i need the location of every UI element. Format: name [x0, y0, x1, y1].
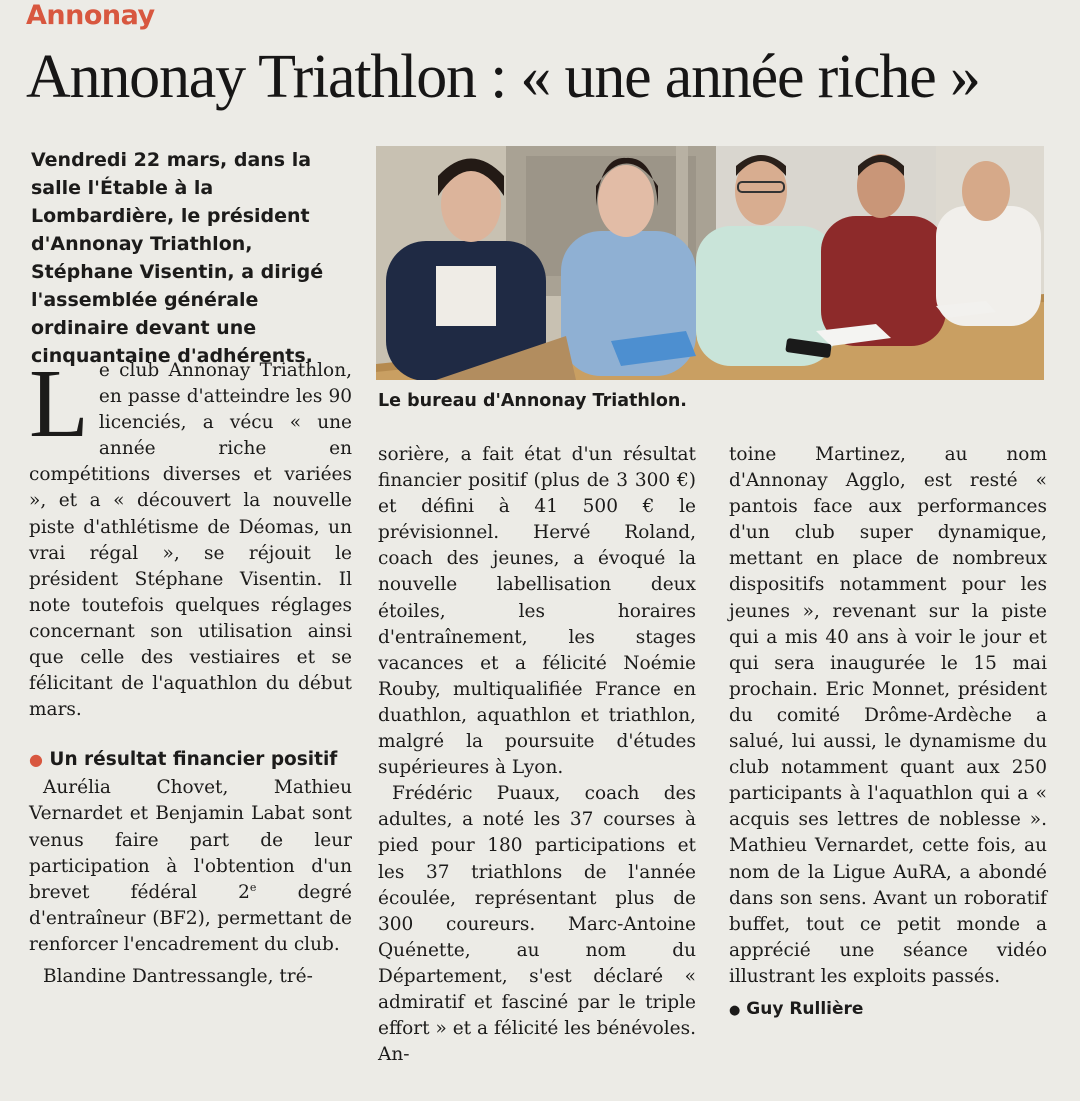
photo-caption: Le bureau d'Annonay Triathlon.: [378, 391, 687, 411]
bullet-icon: ●: [729, 1002, 741, 1018]
article-column-3: [729, 442, 1047, 1024]
team-photo-illustration: [376, 146, 1044, 380]
author-byline: ● Guy Rullière: [729, 998, 864, 1019]
paragraph-finances: sorière, a fait état d'un résultat financier positif (plus de 3 300 €) et défini à 41 500 € le prévisionnel. Hervé Roland, coach des jeunes, a évoqué la nouvelle labellisation deux étoiles, les horaires d'entraînement, les stages vacances et a félicité Noémie Rouby, multiqualifiée France en duathlon, aquathlon et triathlon, malgré la poursuite d'études supérieures à Lyon.: [378, 444, 696, 779]
paragraph-adults: Frédéric Puaux, coach des adultes, a noté les 37 courses à pied pour 180 participations et les 37 triathlons de l'année écoulée, représentant plus de 300 coureurs. Marc-Antoine Quénette, au nom du Département, s'est déclaré « admiratif et fasciné par le triple effort » et a félicité les bénévoles. An-: [378, 783, 696, 1066]
standfirst: Vendredi 22 mars, dans la salle l'Étable à la Lombardière, le président d'Annonay Triathlon, Stéphane Visentin, a dirigé l'assemblée générale ordinaire devant une cinquantaine d'adhérents.: [31, 149, 324, 367]
bullet-icon: ●: [29, 750, 43, 770]
paragraph-coaches: Aurélia Chovet, Mathieu Vernardet et Benjamin Labat sont venus faire part de leur participation à l'obtention d'un brevet fédéral 2e degré d'entraîneur (BF2), permettant de renforcer l'encadrement du club.: [29, 777, 352, 955]
article-column-1: [29, 350, 352, 990]
paragraph-agglo: toine Martinez, au nom d'Annonay Agglo, est resté « pantois face aux performances d'un club super dynamique, mettant en place de nombreux dispositifs notamment pour les jeunes », revenant sur la piste qui a mis 40 ans à voir le jour et qui sera inaugurée le 15 mai prochain. Eric Monnet, président du comité Drôme-Ardèche a salué, lui aussi, le dynamisme du club notamment quant aux 250 participants à l'aquathlon qui a « acquis ses lettres de noblesse ». Mathieu Vernardet, cette fois, au nom de la Ligue AuRA, a abondé dans son sens. Avant un roboratif buffet, tout ce petit monde a apprécié une séance vidéo illustrant les exploits passés.: [729, 444, 1047, 987]
subheading: ● Un résultat financier positif: [29, 749, 338, 771]
headline: Annonay Triathlon : « une année riche »: [26, 43, 980, 111]
team-photo: [376, 146, 1044, 380]
article-column-2: [378, 442, 696, 1068]
section-rubric: Annonay: [26, 0, 155, 31]
intro-text: e club Annonay Triathlon, en passe d'atteindre les 90 licenciés, a vécu « une année riche en compétitions diverses et variées », et a « découvert la nouvelle piste d'athlétisme de Déomas, un vrai régal », se réjouit le président Stéphane Visentin. Il note toutefois quelques réglages concernant son utilisation ainsi que celle des vestiaires et se félicitant de l'aquathlon du début mars.: [29, 360, 352, 721]
intro-paragraph: [29, 350, 352, 723]
paragraph-treasurer-start: Blandine Dantressangle, tré-: [43, 965, 313, 987]
drop-cap: L: [29, 350, 89, 458]
